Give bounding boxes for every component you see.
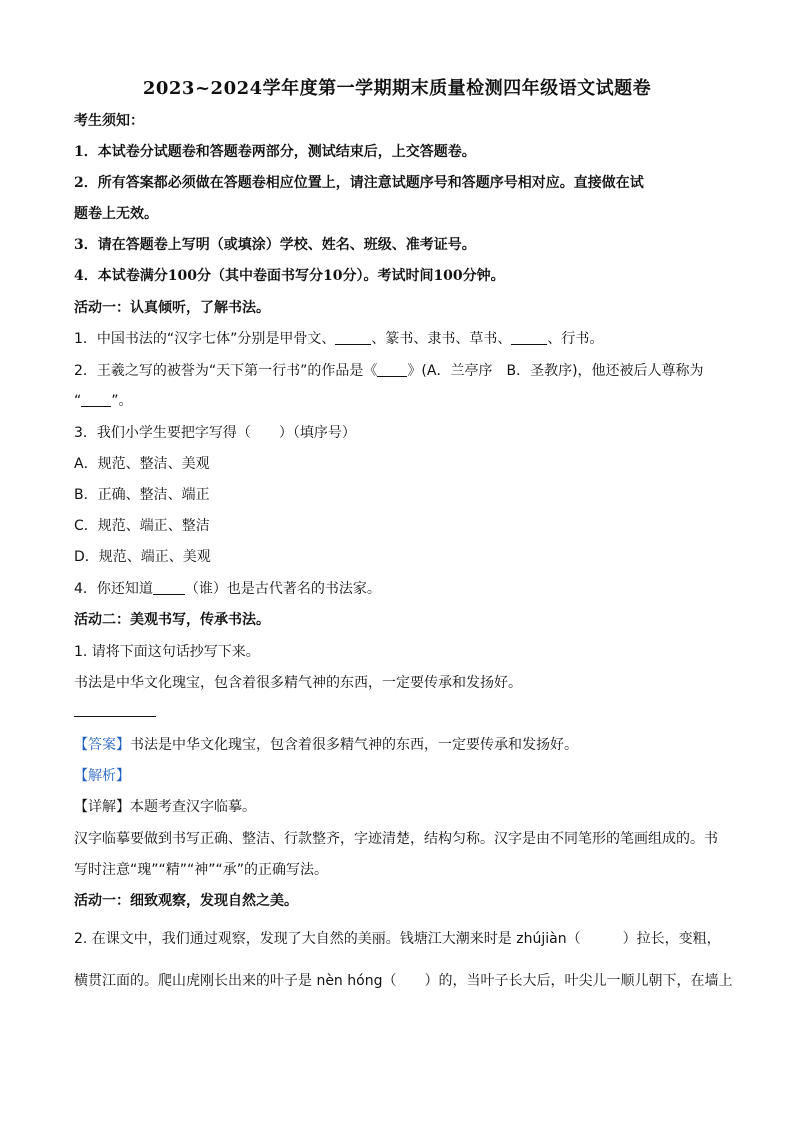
notice-item-1: 1．本试卷分试题卷和答题卷两部分，测试结束后，上交答题卷。 xyxy=(74,144,476,160)
activity3-heading: 活动一：细致观察，发现自然之美。 xyxy=(74,893,298,909)
notice-item-3: 3．请在答题卷上写明（或填涂）学校、姓名、班级、准考证号。 xyxy=(74,237,476,253)
q2-text-b: 》(A．兰亭序 B．圣教序)，他还被后人尊称为 xyxy=(407,363,704,379)
answer-line xyxy=(74,734,578,754)
question-3: 3．我们小学生要把字写得（ ）（填序号） xyxy=(74,425,356,441)
q4-text-a: 4．你还知道 xyxy=(74,581,153,597)
answer-label: 【答案】 xyxy=(74,737,130,753)
activity2-question-1: 1. 请将下面这句话抄写下来。 xyxy=(74,644,260,660)
q1-text-b: 、篆书、隶书、草书、 xyxy=(371,331,512,347)
notice-item-2-cont: 题卷上无效。 xyxy=(74,206,158,222)
question-2-cont xyxy=(74,390,133,410)
activity3-line-2: 横贯江面的。爬山虎刚长出来的叶子是 nèn hóng（ ）的，当叶子长大后，叶尖儿一顺儿朝下，在墙上 xyxy=(74,973,733,989)
activity3-line-1: 2. 在课文中，我们通过观察，发现了大自然的美丽。钱塘江大潮来时是 zhújiàn（ ）拉长，变粗， xyxy=(74,931,721,947)
page-title: 2023~2024学年度第一学期期末质量检测四年级语文试题卷 xyxy=(142,78,652,99)
option-d: D．规范、端正、美观 xyxy=(74,549,211,565)
detail-label: 【详解】 xyxy=(74,799,130,815)
activity2-heading: 活动二：美观书写，传承书法。 xyxy=(74,612,270,628)
detail-text: 本题考查汉字临摹。 xyxy=(130,799,256,815)
q1-blank-1[interactable] xyxy=(335,330,371,345)
q2-text-a: 2．王羲之写的被誉为“天下第一行书”的作品是《 xyxy=(74,363,378,379)
notice-item-4: 4．本试卷满分100分（其中卷面书写分10分）。考试时间100分钟。 xyxy=(74,268,505,284)
answer-text: 书法是中华文化瑰宝，包含着很多精气神的东西，一定要传承和发扬好。 xyxy=(130,737,578,753)
notice-heading: 考生须知： xyxy=(74,113,144,129)
q2-text-d: ”。 xyxy=(111,393,133,409)
notice-item-2: 2．所有答案都必须做在答题卷相应位置上，请注意试题序号和答题序号相对应。直接做在试 xyxy=(74,175,644,191)
q2-blank-1[interactable] xyxy=(377,362,407,377)
analysis-label: 【解析】 xyxy=(74,768,130,784)
q4-text-b: （谁）也是古代著名的书法家。 xyxy=(184,581,381,597)
option-a: A．规范、整洁、美观 xyxy=(74,456,210,472)
explain-line-1: 汉字临摹要做到书写正确、整洁、行款整齐，字迹清楚，结构匀称。汉字是由不同笔形的笔画组成的。书 xyxy=(74,831,718,847)
option-b: B．正确、整洁、端正 xyxy=(74,487,210,503)
answer-separator xyxy=(74,716,156,717)
question-2 xyxy=(74,360,704,380)
q1-text-c: 、行书。 xyxy=(547,331,604,347)
q2-blank-2[interactable] xyxy=(81,392,111,407)
option-c: C．规范、端正、整洁 xyxy=(74,518,210,534)
copy-sentence: 书法是中华文化瑰宝，包含着很多精气神的东西，一定要传承和发扬好。 xyxy=(74,675,522,691)
q1-text-a: 1．中国书法的“汉字七体”分别是甲骨文、 xyxy=(74,331,336,347)
question-4 xyxy=(74,578,381,598)
detail-line xyxy=(74,796,256,816)
q2-text-c: “ xyxy=(74,393,82,409)
q4-blank[interactable] xyxy=(153,580,185,595)
q1-blank-2[interactable] xyxy=(511,330,547,345)
question-1 xyxy=(74,328,603,348)
explain-line-2: 写时注意“瑰”“精”“神”“承”的正确写法。 xyxy=(74,862,329,878)
activity1-heading: 活动一：认真倾听，了解书法。 xyxy=(74,300,270,316)
